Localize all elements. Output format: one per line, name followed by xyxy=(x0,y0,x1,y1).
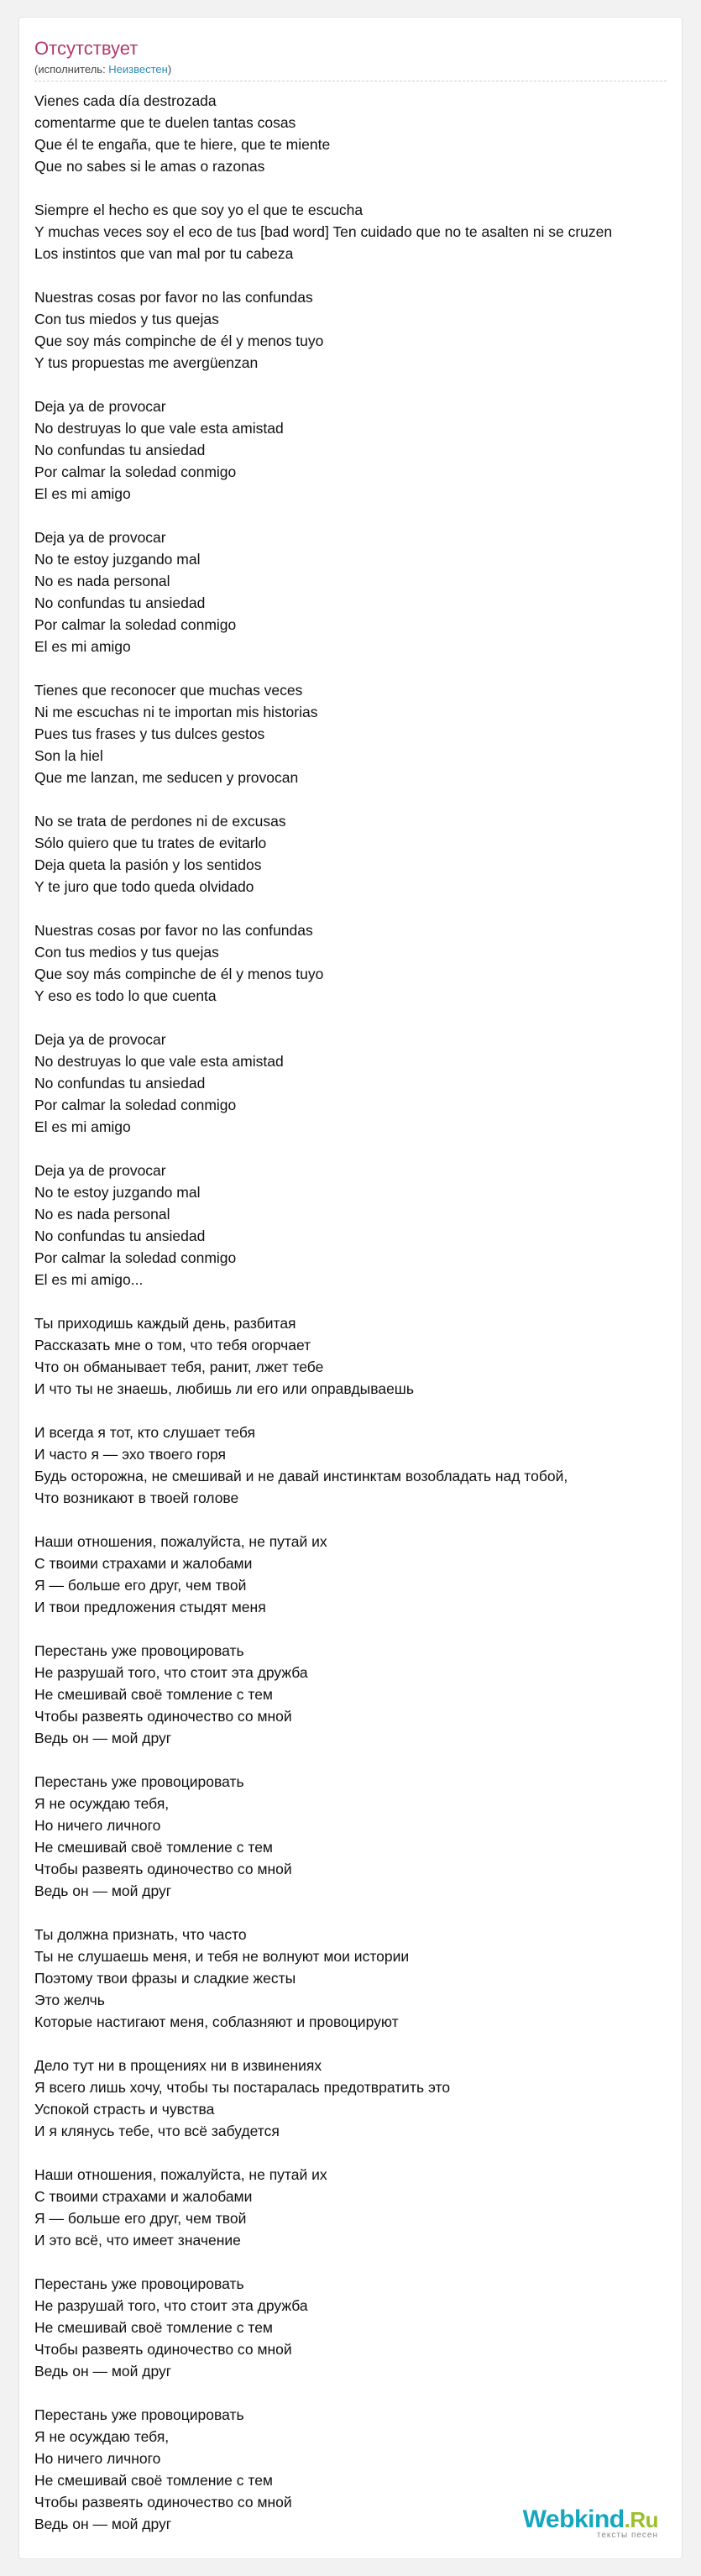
lyrics-line: С твоими страхами и жалобами xyxy=(34,2188,253,2205)
lyrics-line: Que no sabes si le amas o razonas xyxy=(34,158,265,175)
artist-line xyxy=(34,63,667,81)
lyrics-line: No confundas tu ansiedad xyxy=(34,594,206,611)
lyrics-line: И что ты не знаешь, любишь ли его или оправдываешь xyxy=(34,1380,414,1397)
lyrics-line: Son la hiel xyxy=(34,747,103,764)
lyrics-line: Y muchas veces soy el eco de tus [bad word] Ten cuidado que no te asalten ni se cruzen xyxy=(34,223,613,240)
lyrics-line: Рассказать мне о том, что тебя огорчает xyxy=(34,1337,311,1353)
lyrics-line: Que soy más compinche de él y menos tuyo xyxy=(34,966,324,982)
lyrics-line: Поэтому твои фразы и сладкие жесты xyxy=(34,1970,296,1987)
lyrics-line: El es mi amigo xyxy=(34,485,131,502)
lyrics-line: Наши отношения, пожалуйста, не путай их xyxy=(34,1533,327,1550)
lyrics-line: Sólo quiero que tu trates de evitarlo xyxy=(34,835,267,851)
lyrics-line: No te estoy juzgando mal xyxy=(34,551,201,568)
lyrics-line: Pues tus frases y tus dulces gestos xyxy=(34,725,265,742)
lyrics-line: Не разрушай того, что стоит эта дружба xyxy=(34,1664,308,1681)
logo-tagline: тексты песен xyxy=(596,2531,658,2540)
lyrics-line: No confundas tu ansiedad xyxy=(34,1075,206,1092)
lyrics-line: И это всё, что имеет значение xyxy=(34,2232,241,2249)
lyrics-line: Ведь он — мой друг xyxy=(34,2363,172,2380)
lyrics-line: No es nada personal xyxy=(34,573,170,589)
lyrics-line: Я не осуждаю тебя, xyxy=(34,1795,170,1812)
lyrics-line: Con tus miedos y tus quejas xyxy=(34,311,219,327)
lyrics-line: Чтобы развеять одиночество со мной xyxy=(34,2341,292,2358)
logo-name: Webkind xyxy=(522,2505,625,2533)
lyrics-line: Nuestras cosas por favor no las confundas xyxy=(34,289,313,306)
lyrics-line: Я — больше его друг, чем твой xyxy=(34,2210,247,2227)
lyrics-line: С твоими страхами и жалобами xyxy=(34,1555,253,1572)
lyrics-line: И я клянусь тебе, что всё забудется xyxy=(34,2123,280,2139)
lyrics-line: Я не осуждаю тебя, xyxy=(34,2428,170,2445)
lyrics-stanza xyxy=(34,2273,683,2382)
lyrics-stanza xyxy=(34,919,683,1007)
lyrics-stanza xyxy=(34,1771,683,1902)
lyrics-line: Por calmar la soledad conmigo xyxy=(34,616,237,633)
lyrics-line: El es mi amigo... xyxy=(34,1271,144,1288)
lyrics-line: И всегда я тот, кто слушает тебя xyxy=(34,1424,255,1441)
lyrics-stanza xyxy=(34,2164,683,2251)
lyrics-stanza xyxy=(34,90,683,177)
site-logo[interactable] xyxy=(523,2507,658,2540)
song-title: Отсутствует xyxy=(34,38,139,59)
lyrics-line: No destruyas lo que vale esta amistad xyxy=(34,1053,284,1070)
artist-suffix: ) xyxy=(167,63,172,76)
lyrics-line: Не смешивай своё томление с тем xyxy=(34,2472,273,2489)
lyrics-line: Не разрушай того, что стоит эта дружба xyxy=(34,2297,308,2314)
lyrics-stanza xyxy=(34,526,683,657)
lyrics-line: Deja ya de provocar xyxy=(34,398,166,415)
lyrics-line: Y eso es todo lo que cuenta xyxy=(34,987,217,1004)
lyrics-line: Ты должна признать, что часто xyxy=(34,1926,247,1943)
lyrics-line: Por calmar la soledad conmigo xyxy=(34,1249,237,1266)
lyrics-line: No es nada personal xyxy=(34,1206,170,1223)
lyrics-line: Que me lanzan, me seducen y provocan xyxy=(34,769,299,786)
lyrics-line: Перестань уже провоцировать xyxy=(34,2275,244,2292)
lyrics-line: Но ничего личного xyxy=(34,2450,161,2467)
lyrics-stanza xyxy=(34,1422,683,1509)
lyrics-line: Vienes cada día destrozada xyxy=(34,92,217,109)
lyrics-stanza xyxy=(34,1029,683,1138)
lyrics-line: El es mi amigo xyxy=(34,1118,131,1135)
lyrics-card xyxy=(18,17,683,2559)
lyrics-line: Ведь он — мой друг xyxy=(34,2516,172,2532)
lyrics-line: No se trata de perdones ni de excusas xyxy=(34,813,286,830)
lyrics-line: Ведь он — мой друг xyxy=(34,1730,172,1746)
lyrics-line: Чтобы развеять одиночество со мной xyxy=(34,1708,292,1725)
lyrics-stanza xyxy=(34,1531,683,1618)
lyrics-line: Наши отношения, пожалуйста, не путай их xyxy=(34,2166,327,2183)
lyrics-line: No destruyas lo que vale esta amistad xyxy=(34,420,284,437)
lyrics-line: Которые настигают меня, соблазняют и провоцируют xyxy=(34,2013,399,2030)
lyrics-stanza xyxy=(34,199,683,264)
lyrics-line: No confundas tu ansiedad xyxy=(34,1228,206,1244)
lyrics-line: Будь осторожна, не смешивай и не давай инстинктам возобладать над тобой, xyxy=(34,1468,568,1484)
lyrics-line: Con tus medios y tus quejas xyxy=(34,944,219,961)
lyrics-stanza xyxy=(34,395,683,505)
lyrics-line: Deja queta la pasión y los sentidos xyxy=(34,856,262,873)
lyrics-line: Deja ya de provocar xyxy=(34,1031,166,1048)
lyrics-stanza xyxy=(34,2055,683,2142)
lyrics-stanza xyxy=(34,810,683,898)
lyrics-stanza xyxy=(34,1924,683,2033)
lyrics-line: Что он обманывает тебя, ранит, лжет тебе xyxy=(34,1359,324,1375)
lyrics-line: Deja ya de provocar xyxy=(34,1162,166,1179)
lyrics-line: Не смешивай своё томление с тем xyxy=(34,1686,273,1703)
lyrics-body xyxy=(34,90,683,2557)
lyrics-line: Дело тут ни в прощениях ни в извинениях xyxy=(34,2057,322,2074)
lyrics-line: Я всего лишь хочу, чтобы ты постаралась предотвратить это xyxy=(34,2079,451,2096)
lyrics-line: Перестань уже провоцировать xyxy=(34,2406,244,2423)
lyrics-line: И твои предложения стыдят меня xyxy=(34,1599,266,1615)
lyrics-line: Ты приходишь каждый день, разбитая xyxy=(34,1315,296,1332)
lyrics-line: Что возникают в твоей голове xyxy=(34,1490,239,1506)
lyrics-line: Ni me escuchas ni te importan mis historias xyxy=(34,704,318,720)
lyrics-line: No confundas tu ansiedad xyxy=(34,442,206,458)
lyrics-line: Que él te engaña, que te hiere, que te miente xyxy=(34,136,331,153)
lyrics-line: Успокой страсть и чувства xyxy=(34,2101,215,2118)
lyrics-line: Чтобы развеять одиночество со мной xyxy=(34,2494,292,2511)
lyrics-line: Y te juro que todo queda olvidado xyxy=(34,878,254,895)
lyrics-line: Но ничего личного xyxy=(34,1817,161,1834)
artist-link[interactable]: Неизвестен xyxy=(108,63,168,76)
lyrics-line: Не смешивай своё томление с тем xyxy=(34,1839,273,1856)
lyrics-stanza xyxy=(34,1160,683,1291)
lyrics-line: Ведь он — мой друг xyxy=(34,1882,172,1899)
lyrics-line: Ты не слушаешь меня, и тебя не волнуют мои истории xyxy=(34,1948,410,1965)
lyrics-line: Я — больше его друг, чем твой xyxy=(34,1577,247,1594)
song-header xyxy=(34,38,667,81)
lyrics-line: Tienes que reconocer que muchas veces xyxy=(34,682,303,699)
lyrics-line: Deja ya de provocar xyxy=(34,529,166,546)
lyrics-line: Nuestras cosas por favor no las confundas xyxy=(34,922,313,939)
lyrics-line: И часто я — эхо твоего горя xyxy=(34,1446,226,1463)
lyrics-line: El es mi amigo xyxy=(34,638,131,655)
lyrics-stanza xyxy=(34,679,683,788)
lyrics-line: Не смешивай своё томление с тем xyxy=(34,2319,273,2336)
lyrics-line: Siempre el hecho es que soy yo el que te escucha xyxy=(34,202,364,218)
lyrics-line: Por calmar la soledad conmigo xyxy=(34,463,237,480)
lyrics-line: Los instintos que van mal por tu cabeza xyxy=(34,245,294,262)
logo-tld: .Ru xyxy=(624,2507,658,2532)
lyrics-line: Que soy más compinche de él y menos tuyo xyxy=(34,332,324,349)
lyrics-stanza xyxy=(34,1312,683,1400)
lyrics-line: Перестань уже провоцировать xyxy=(34,1642,244,1659)
artist-prefix: (исполнитель: xyxy=(34,63,109,76)
lyrics-line: comentarme que te duelen tantas cosas xyxy=(34,114,296,131)
lyrics-line: Y tus propuestas me avergüenzan xyxy=(34,354,259,371)
lyrics-line: Перестань уже провоцировать xyxy=(34,1773,244,1790)
lyrics-line: No te estoy juzgando mal xyxy=(34,1184,201,1201)
lyrics-line: Por calmar la soledad conmigo xyxy=(34,1097,237,1113)
lyrics-stanza xyxy=(34,286,683,374)
lyrics-line: Это желчь xyxy=(34,1992,105,2008)
lyrics-line: Чтобы развеять одиночество со мной xyxy=(34,1861,292,1877)
lyrics-stanza xyxy=(34,1640,683,1749)
